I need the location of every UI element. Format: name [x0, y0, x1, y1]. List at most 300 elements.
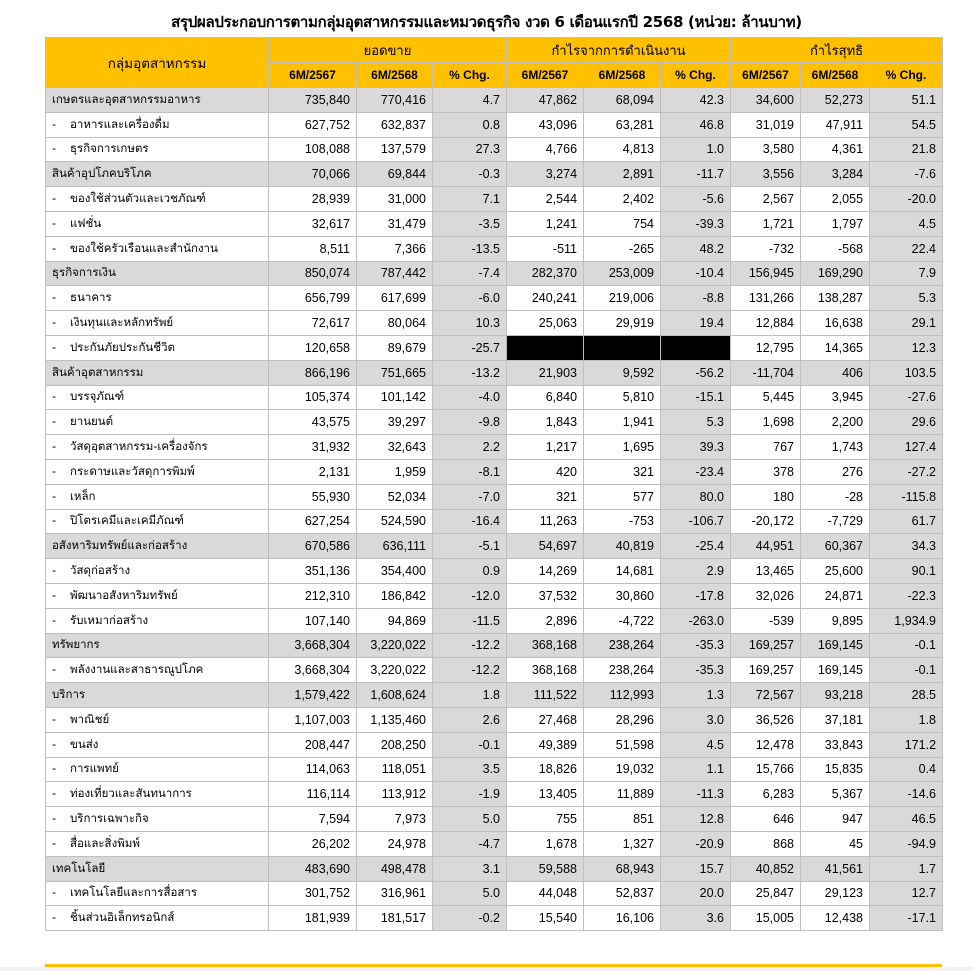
table-row-subsector [46, 658, 943, 683]
sales-2568-cell: 69,844 [357, 162, 433, 187]
net-profit-group-header: กำไรสุทธิ [731, 38, 943, 63]
op-2568-cell: 68,094 [584, 88, 661, 113]
table-row-group [46, 683, 943, 708]
row-name: ธนาคาร [70, 290, 112, 305]
net-2567-cell: 40,852 [731, 856, 801, 881]
op-2568-cell: 4,813 [584, 137, 661, 162]
op-2567-cell: 1,241 [507, 211, 584, 236]
row-name: บริการ [52, 687, 86, 702]
sales-2567-cell: 55,930 [269, 484, 357, 509]
net-chg-cell: -27.2 [870, 459, 943, 484]
table-row-subsector [46, 608, 943, 633]
net-2568-cell: 29,123 [801, 881, 870, 906]
row-label [46, 311, 269, 336]
footer-strip [0, 967, 973, 971]
sales-2567-cell: 31,932 [269, 435, 357, 460]
op-2567-cell: 321 [507, 484, 584, 509]
op-chg-cell: 3.0 [661, 707, 731, 732]
sales-chg-cell: 5.0 [433, 881, 507, 906]
sales-2567-cell: 208,447 [269, 732, 357, 757]
subsector-dash: - [52, 711, 57, 726]
row-label [46, 831, 269, 856]
operating-profit-group-header: กำไรจากการดำเนินงาน [507, 38, 731, 63]
net-chg-cell: 7.9 [870, 261, 943, 286]
sales-chg-cell: -0.3 [433, 162, 507, 187]
net-2567-cell: 3,556 [731, 162, 801, 187]
row-name: บริการเฉพาะกิจ [70, 811, 149, 825]
sales-chg-cell: 5.0 [433, 807, 507, 832]
row-name: อสังหาริมทรัพย์และก่อสร้าง [52, 538, 188, 553]
row-label [46, 583, 269, 608]
sales-2568-cell: 137,579 [357, 137, 433, 162]
table-row-subsector [46, 583, 943, 608]
net-2568-header: 6M/2568 [801, 63, 870, 88]
sales-2568-cell: 181,517 [357, 906, 433, 931]
subsector-dash: - [52, 315, 57, 330]
net-2567-cell: 6,283 [731, 782, 801, 807]
sales-2567-cell: 7,594 [269, 807, 357, 832]
net-chg-cell: 34.3 [870, 534, 943, 559]
net-chg-cell: 103.5 [870, 360, 943, 385]
op-2567-cell: 2,896 [507, 608, 584, 633]
net-chg-cell: 1.8 [870, 707, 943, 732]
op-chg-cell: -20.9 [661, 831, 731, 856]
net-chg-cell: 12.3 [870, 335, 943, 360]
net-2567-cell: 156,945 [731, 261, 801, 286]
sales-chg-cell: 1.8 [433, 683, 507, 708]
subsector-dash: - [52, 463, 57, 478]
op-2567-cell: 4,766 [507, 137, 584, 162]
net-2568-cell: 93,218 [801, 683, 870, 708]
report-title: สรุปผลประกอบการตามกลุ่มอุตสาหกรรมและหมวดธุรกิจ งวด 6 เดือนแรกปี 2568 (หน่วย: ล้านบาท) [171, 13, 802, 31]
sales-chg-cell: -11.5 [433, 608, 507, 633]
op-2568-header: 6M/2568 [584, 63, 661, 88]
op-2567-cell: 44,048 [507, 881, 584, 906]
op-2567-cell: 240,241 [507, 286, 584, 311]
row-name: สินค้าอุปโภคบริโภค [52, 166, 152, 181]
op-2568-cell: 851 [584, 807, 661, 832]
sales-2567-cell: 735,840 [269, 88, 357, 113]
table-row-subsector [46, 459, 943, 484]
net-2567-cell: 15,766 [731, 757, 801, 782]
op-chg-cell: 39.3 [661, 435, 731, 460]
sales-2567-cell: 107,140 [269, 608, 357, 633]
op-2568-cell: 5,810 [584, 385, 661, 410]
subsector-dash: - [52, 811, 57, 825]
net-chg-cell: -0.1 [870, 658, 943, 683]
subsector-dash: - [52, 116, 57, 131]
table-row-subsector [46, 311, 943, 336]
sales-2568-cell: 80,064 [357, 311, 433, 336]
sales-2568-cell: 632,837 [357, 112, 433, 137]
op-2568-cell: 253,009 [584, 261, 661, 286]
net-chg-cell: 5.3 [870, 286, 943, 311]
op-chg-cell: -17.8 [661, 583, 731, 608]
row-label [46, 856, 269, 881]
sales-2567-cell: 483,690 [269, 856, 357, 881]
sales-2568-cell: 186,842 [357, 583, 433, 608]
table-row-subsector [46, 385, 943, 410]
table-row-subsector [46, 807, 943, 832]
row-label [46, 211, 269, 236]
subsector-dash: - [52, 215, 57, 230]
net-2567-cell: 2,567 [731, 187, 801, 212]
net-2567-cell: -20,172 [731, 509, 801, 534]
net-chg-cell: 90.1 [870, 559, 943, 584]
op-2567-cell: 14,269 [507, 559, 584, 584]
op-chg-cell: -39.3 [661, 211, 731, 236]
sales-2568-header: 6M/2568 [357, 63, 433, 88]
row-name: ท่องเที่ยวและสันทนาการ [70, 786, 192, 801]
op-2567-cell: 37,532 [507, 583, 584, 608]
subsector-dash: - [52, 736, 57, 751]
op-chg-cell: -35.3 [661, 658, 731, 683]
op-2568-cell: 28,296 [584, 707, 661, 732]
op-2567-cell: 11,263 [507, 509, 584, 534]
sales-chg-cell: -9.8 [433, 410, 507, 435]
sales-2567-cell: 212,310 [269, 583, 357, 608]
net-2567-cell: 32,026 [731, 583, 801, 608]
op-2567-cell: 1,217 [507, 435, 584, 460]
op-chg-cell: 12.8 [661, 807, 731, 832]
sales-chg-cell: -3.5 [433, 211, 507, 236]
subsector-dash: - [52, 587, 57, 602]
table-row-subsector [46, 187, 943, 212]
net-2567-cell: 131,266 [731, 286, 801, 311]
table-row-subsector [46, 112, 943, 137]
row-name: อาหารและเครื่องดื่ม [70, 116, 170, 131]
table-row-subsector [46, 211, 943, 236]
row-label [46, 137, 269, 162]
op-chg-header: % Chg. [661, 63, 731, 88]
row-label [46, 335, 269, 360]
op-2567-cell: 27,468 [507, 707, 584, 732]
subsector-dash: - [52, 910, 57, 925]
row-label [46, 534, 269, 559]
op-2567-cell: 18,826 [507, 757, 584, 782]
sales-chg-cell: -5.1 [433, 534, 507, 559]
sales-2567-cell: 627,254 [269, 509, 357, 534]
op-chg-cell: -11.3 [661, 782, 731, 807]
net-2568-cell: 45 [801, 831, 870, 856]
subsector-dash: - [52, 290, 57, 305]
net-chg-cell: -22.3 [870, 583, 943, 608]
row-label [46, 633, 269, 658]
net-chg-cell: -27.6 [870, 385, 943, 410]
sales-2567-cell: 670,586 [269, 534, 357, 559]
op-chg-cell: -8.8 [661, 286, 731, 311]
row-label [46, 88, 269, 113]
net-2568-cell: -7,729 [801, 509, 870, 534]
subsector-dash: - [52, 563, 57, 578]
row-label [46, 410, 269, 435]
row-label [46, 757, 269, 782]
op-chg-cell: -10.4 [661, 261, 731, 286]
net-2567-cell: 12,478 [731, 732, 801, 757]
row-label [46, 707, 269, 732]
row-name: ประกันภัยประกันชีวิต [70, 339, 176, 354]
sales-2567-cell: 1,107,003 [269, 707, 357, 732]
net-2568-cell: 406 [801, 360, 870, 385]
sales-2567-cell: 28,939 [269, 187, 357, 212]
net-2568-cell: 41,561 [801, 856, 870, 881]
op-2568-cell: -4,722 [584, 608, 661, 633]
net-2568-cell: 37,181 [801, 707, 870, 732]
op-2568-cell: -265 [584, 236, 661, 261]
row-label [46, 658, 269, 683]
table-row-subsector [46, 484, 943, 509]
net-2568-cell: 169,145 [801, 633, 870, 658]
row-name: ของใช้ส่วนตัวและเวชภัณฑ์ [70, 191, 206, 206]
table-row-group [46, 88, 943, 113]
sales-2568-cell: 524,590 [357, 509, 433, 534]
sales-2568-cell: 24,978 [357, 831, 433, 856]
industry-column-header: กลุ่มอุตสาหกรรม [46, 38, 269, 88]
net-chg-cell: -7.6 [870, 162, 943, 187]
net-chg-cell: 29.6 [870, 410, 943, 435]
net-2568-cell: 2,055 [801, 187, 870, 212]
subsector-dash: - [52, 662, 57, 677]
sales-chg-cell: 3.5 [433, 757, 507, 782]
net-chg-cell: 51.1 [870, 88, 943, 113]
sales-group-header: ยอดขาย [269, 38, 507, 63]
subsector-dash: - [52, 141, 57, 156]
net-chg-cell: -115.8 [870, 484, 943, 509]
row-name: ขนส่ง [70, 736, 99, 751]
sales-2567-cell: 8,511 [269, 236, 357, 261]
sales-chg-cell: -8.1 [433, 459, 507, 484]
op-chg-cell: 80.0 [661, 484, 731, 509]
row-name: เทคโนโลยีและการสื่อสาร [70, 885, 198, 900]
net-chg-cell: -94.9 [870, 831, 943, 856]
row-name: แฟชั่น [70, 215, 102, 230]
net-2568-cell: 3,284 [801, 162, 870, 187]
sales-chg-cell: -13.5 [433, 236, 507, 261]
subsector-dash: - [52, 786, 57, 801]
net-2568-cell: 169,145 [801, 658, 870, 683]
sales-2567-cell: 114,063 [269, 757, 357, 782]
row-name: ปิโตรเคมีและเคมีภัณฑ์ [70, 513, 184, 528]
op-chg-cell: 3.6 [661, 906, 731, 931]
op-2567-cell: 368,168 [507, 658, 584, 683]
sales-2568-cell: 39,297 [357, 410, 433, 435]
op-chg-cell: -106.7 [661, 509, 731, 534]
row-name: กระดาษและวัสดุการพิมพ์ [70, 463, 195, 478]
sales-chg-cell: 27.3 [433, 137, 507, 162]
net-2567-cell: 31,019 [731, 112, 801, 137]
op-2568-cell: 238,264 [584, 658, 661, 683]
row-label [46, 559, 269, 584]
sales-chg-cell: -4.7 [433, 831, 507, 856]
op-chg-cell: 4.5 [661, 732, 731, 757]
net-2567-cell: -732 [731, 236, 801, 261]
op-chg-cell: 1.0 [661, 137, 731, 162]
net-2567-cell: 3,580 [731, 137, 801, 162]
row-label [46, 732, 269, 757]
op-2568-cell: 577 [584, 484, 661, 509]
op-chg-cell: 5.3 [661, 410, 731, 435]
sales-2568-cell: 636,111 [357, 534, 433, 559]
net-2568-cell: 52,273 [801, 88, 870, 113]
net-2568-cell: 3,945 [801, 385, 870, 410]
net-2568-cell: 12,438 [801, 906, 870, 931]
subsector-dash: - [52, 488, 57, 503]
op-2567-cell: 13,405 [507, 782, 584, 807]
net-2568-cell: 33,843 [801, 732, 870, 757]
sales-chg-cell: -1.9 [433, 782, 507, 807]
net-2568-cell: 14,365 [801, 335, 870, 360]
sales-2568-cell: 89,679 [357, 335, 433, 360]
net-2567-cell: 34,600 [731, 88, 801, 113]
net-2567-cell: 36,526 [731, 707, 801, 732]
sales-2568-cell: 113,912 [357, 782, 433, 807]
sales-chg-cell: -7.0 [433, 484, 507, 509]
op-2568-cell: 238,264 [584, 633, 661, 658]
net-2568-cell: 947 [801, 807, 870, 832]
op-chg-cell: -5.6 [661, 187, 731, 212]
sales-2567-cell: 26,202 [269, 831, 357, 856]
table-row-subsector [46, 782, 943, 807]
table-row-subsector [46, 906, 943, 931]
sales-2567-cell: 3,668,304 [269, 633, 357, 658]
sales-chg-cell: 0.9 [433, 559, 507, 584]
net-2568-cell: 9,895 [801, 608, 870, 633]
net-chg-cell: -0.1 [870, 633, 943, 658]
sales-2567-cell: 105,374 [269, 385, 357, 410]
net-2568-cell: 5,367 [801, 782, 870, 807]
sales-chg-cell: 3.1 [433, 856, 507, 881]
sales-2568-cell: 7,973 [357, 807, 433, 832]
net-chg-cell: 29.1 [870, 311, 943, 336]
net-chg-cell: 46.5 [870, 807, 943, 832]
subsector-dash: - [52, 835, 57, 850]
subsector-dash: - [52, 439, 57, 454]
sales-2567-cell: 116,114 [269, 782, 357, 807]
sales-2568-cell: 617,699 [357, 286, 433, 311]
sales-chg-header: % Chg. [433, 63, 507, 88]
net-chg-header: % Chg. [870, 63, 943, 88]
op-chg-cell: -23.4 [661, 459, 731, 484]
row-label [46, 112, 269, 137]
row-name: ยานยนต์ [70, 414, 114, 429]
sales-2568-cell: 32,643 [357, 435, 433, 460]
net-2568-cell: -568 [801, 236, 870, 261]
net-2567-cell: 378 [731, 459, 801, 484]
op-chg-cell: -56.2 [661, 360, 731, 385]
net-chg-cell: 54.5 [870, 112, 943, 137]
op-2568-cell: 11,889 [584, 782, 661, 807]
sales-2568-cell: 1,608,624 [357, 683, 433, 708]
table-row-subsector [46, 707, 943, 732]
op-2568-cell: 754 [584, 211, 661, 236]
op-chg-cell: 15.7 [661, 856, 731, 881]
row-label [46, 236, 269, 261]
op-2567-cell: 59,588 [507, 856, 584, 881]
net-chg-cell: 28.5 [870, 683, 943, 708]
op-2568-cell: 2,891 [584, 162, 661, 187]
net-2567-cell: 12,795 [731, 335, 801, 360]
op-chg-cell: 46.8 [661, 112, 731, 137]
net-2567-cell: 5,445 [731, 385, 801, 410]
subsector-dash: - [52, 513, 57, 528]
subsector-dash: - [52, 240, 57, 255]
net-2567-cell: 1,721 [731, 211, 801, 236]
row-label [46, 162, 269, 187]
net-2567-cell: 72,567 [731, 683, 801, 708]
row-label [46, 261, 269, 286]
sales-chg-cell: -7.4 [433, 261, 507, 286]
net-2567-cell: 180 [731, 484, 801, 509]
net-2568-cell: 276 [801, 459, 870, 484]
sales-2567-cell: 866,196 [269, 360, 357, 385]
net-2567-cell: 646 [731, 807, 801, 832]
row-name: พลังงานและสาธารณูปโภค [70, 662, 204, 677]
op-2568-cell: 321 [584, 459, 661, 484]
sales-2568-cell: 94,869 [357, 608, 433, 633]
op-2568-cell: 40,819 [584, 534, 661, 559]
op-2567-cell: 368,168 [507, 633, 584, 658]
net-chg-cell: 0.4 [870, 757, 943, 782]
op-2568-cell: 51,598 [584, 732, 661, 757]
op-2567-cell: 1,843 [507, 410, 584, 435]
net-2567-cell: 13,465 [731, 559, 801, 584]
table-row-group [46, 360, 943, 385]
net-2568-cell: 169,290 [801, 261, 870, 286]
row-name: บรรจุภัณฑ์ [70, 389, 125, 404]
op-chg-cell: 2.9 [661, 559, 731, 584]
op-chg-cell: 42.3 [661, 88, 731, 113]
table-body [46, 88, 943, 931]
table-row-subsector [46, 559, 943, 584]
sales-2568-cell: 31,479 [357, 211, 433, 236]
sales-2567-cell: 351,136 [269, 559, 357, 584]
row-name: การแพทย์ [70, 761, 119, 776]
sales-2568-cell: 208,250 [357, 732, 433, 757]
subsector-dash: - [52, 612, 57, 627]
net-2567-cell: -539 [731, 608, 801, 633]
sales-2567-cell: 32,617 [269, 211, 357, 236]
sales-2567-cell: 120,658 [269, 335, 357, 360]
sales-2567-cell: 301,752 [269, 881, 357, 906]
table-row-subsector [46, 831, 943, 856]
net-chg-cell: 1,934.9 [870, 608, 943, 633]
sales-2567-cell: 181,939 [269, 906, 357, 931]
subsector-dash: - [52, 761, 57, 776]
op-2567-cell: 111,522 [507, 683, 584, 708]
table-row-group [46, 534, 943, 559]
sales-2568-cell: 770,416 [357, 88, 433, 113]
row-label [46, 782, 269, 807]
op-chg-cell: 19.4 [661, 311, 731, 336]
sales-chg-cell: 10.3 [433, 311, 507, 336]
op-2567-cell: 43,096 [507, 112, 584, 137]
net-chg-cell: 21.8 [870, 137, 943, 162]
subsector-dash: - [52, 191, 57, 206]
op-2568-cell: 219,006 [584, 286, 661, 311]
table-row-subsector [46, 757, 943, 782]
op-2568-cell: 52,837 [584, 881, 661, 906]
row-name: ชิ้นส่วนอิเล็กทรอนิกส์ [70, 910, 175, 925]
op-2567-header: 6M/2567 [507, 63, 584, 88]
net-chg-cell: 22.4 [870, 236, 943, 261]
sales-chg-cell: 2.6 [433, 707, 507, 732]
op-2567-cell: 2,544 [507, 187, 584, 212]
net-2567-cell: 868 [731, 831, 801, 856]
sales-2568-cell: 118,051 [357, 757, 433, 782]
table-row-subsector [46, 236, 943, 261]
sales-2567-cell: 627,752 [269, 112, 357, 137]
table-row-subsector [46, 335, 943, 360]
